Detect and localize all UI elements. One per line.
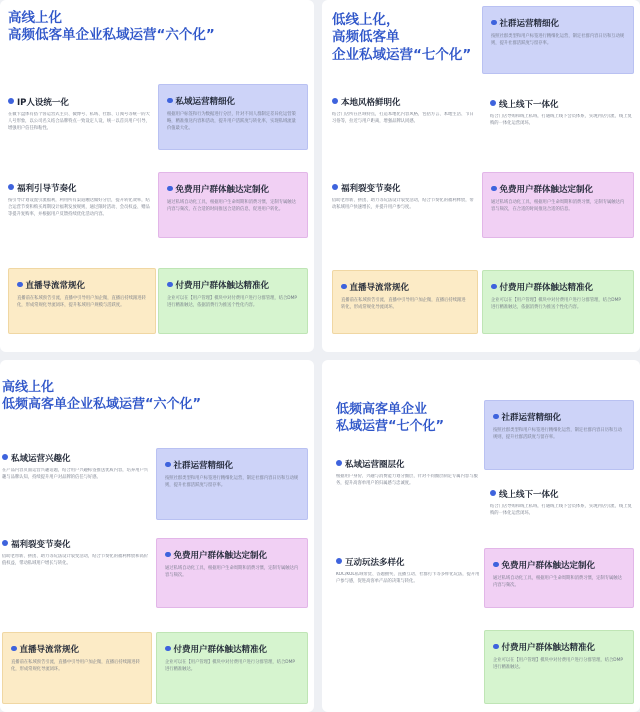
- section-heading: 互动玩法多样化: [336, 556, 405, 568]
- card-pink: [158, 172, 308, 238]
- bullet-dot-icon: [167, 186, 173, 192]
- card-body: 按照社群类型和用户标签进行精细化运营，制定社群内容日历和互动规则，提升社群活跃度与留存率。: [491, 34, 625, 46]
- card-heading: 社群运营精细化: [173, 461, 234, 471]
- panel-high-online-high-freq: [0, 0, 314, 352]
- card-body: 企业可以在【用户管理】模块中对付费用户进行分群管理，结合DMP进行精准触达。: [493, 658, 623, 670]
- card-heading: 付费用户群体触达精准化: [499, 283, 594, 293]
- panel-low-online-high-freq: [322, 0, 640, 352]
- section-body: 借助老带新、拼团、助力等玩法设计裂变活动，结合节奏化的福利释放和高价值权益，带动私域用户增长与转化。: [2, 554, 149, 566]
- card-blue: [156, 448, 308, 520]
- section-body: 结合门店导购和线上私域，打通线上线下会员体系，实现到店引流、线上复购的一体化运营闭环。: [490, 114, 632, 126]
- card-body: 通过私域自动化工具，根据用户生命周期和消费习惯，定制专属触达内容与频次，在合适的时间推送合适的信息，促进用户转化。: [167, 200, 296, 212]
- bullet-dot-icon: [493, 414, 499, 420]
- card-body: 企业可以在【用户管理】模块中对付费用户进行分群管理，结合DMP进行精准触达，依据消费行为推送个性化内容。: [167, 296, 297, 308]
- card-heading: 免费用户群体触达定制化: [175, 185, 270, 195]
- bullet-dot-icon: [332, 98, 338, 104]
- section-body: 按引导计划设置引流福利，利用所有渠道触达做好分层，提升转化效率，结合运营节奏和购买周期设计福利发放规则，通过限时活动、会员权益、赠品等提升复购率，并根据用户反馈持续优化活动内容。: [8, 198, 150, 217]
- bullet-dot-icon: [8, 184, 14, 190]
- panel-low-online-low-freq: [322, 360, 640, 712]
- panel-title: 高线上化 低频高客单企业私域运营“六个化”: [2, 380, 202, 412]
- panel-title: 高线上化 高频低客单企业私域运营“六个化”: [8, 10, 215, 44]
- bullet-dot-icon: [490, 490, 496, 496]
- section-body: KOC/KOL私域带货、答题抽奖、直播互动、社群打卡等多样化玩法，提升用户参与感，促进高客单产品的决策与转化。: [336, 572, 480, 584]
- card-heading: 免费用户群体触达定制化: [501, 561, 596, 571]
- section-heading: 私域运营兴趣化: [2, 452, 71, 464]
- card-body: 直播前在私域预告引流，直播中引导用户加企微，直播后持续跟进转化，形成常规化导流闭环。: [11, 660, 140, 672]
- card-heading: 直播导流常规化: [349, 283, 410, 293]
- bullet-dot-icon: [491, 284, 497, 290]
- card-body: 通过私域自动化工具，根据用户生命周期和消费习惯，定制专属触达内容与频次。: [493, 576, 622, 588]
- bullet-dot-icon: [341, 284, 347, 290]
- section-body: 在微卡盘体有搭个客运营式主页、微博号、私域、社群、订阅号等统一的大人号形象，以公司名义结合品牌特点一致设定人设，统一以首页用户引导，增强用户信任和粘性。: [8, 112, 150, 131]
- bullet-dot-icon: [493, 644, 499, 650]
- section-heading: 本地风格鲜明化: [332, 96, 401, 108]
- card-pink: [156, 538, 308, 608]
- card-body: 根据用户标签和行为数据进行分层，针对不同人群制定差异化运营策略，精准推送内容和活动，提升用户活跃度与转化率，实现私域流量价值最大化。: [167, 112, 296, 131]
- card-body: 按照社群类型和用户标签进行精细化运营，制定社群内容日历和互动规则，提升社群活跃度与留存率。: [493, 428, 622, 440]
- card-green: [158, 268, 308, 334]
- card-yellow: [8, 268, 156, 334]
- card-body: 直播前在私域预告引流，直播中引导用户加企微，直播后持续跟进转化，形成常规化导流闭环。: [341, 298, 466, 310]
- section-heading: 福利引导节奏化: [8, 182, 77, 194]
- card-body: 企业可以在【用户管理】模块中对付费用户进行分群管理，结合DMP进行精准触达。: [165, 660, 295, 672]
- panel-title: 低线上化， 高频低客单 企业私域运营“七个化”: [332, 12, 472, 63]
- bullet-dot-icon: [491, 186, 497, 192]
- bullet-dot-icon: [493, 562, 499, 568]
- bullet-dot-icon: [332, 184, 338, 190]
- section-heading: 福利裂变节奏化: [332, 182, 401, 194]
- section-body: 借助老带新、拼团、助力等玩法设计裂变活动，结合节奏化的福利释放，带动私域用户快速增长，并提升用户参与度。: [332, 198, 474, 210]
- bullet-dot-icon: [490, 100, 496, 106]
- section-body: 在产品内容页面运营兴趣话题，结合用户兴趣标签推送优质内容，培养用户兴趣与品牌认知，持续提升用户对品牌的信任与好感。: [2, 468, 149, 480]
- card-heading: 免费用户群体触达定制化: [173, 551, 268, 561]
- card-yellow: [332, 270, 478, 334]
- bullet-dot-icon: [165, 646, 171, 652]
- section-heading: IP人设统一化: [8, 96, 69, 108]
- card-pink: [484, 548, 634, 608]
- card-green: [482, 270, 634, 334]
- card-blue: [482, 6, 634, 74]
- card-heading: 直播导流常规化: [25, 281, 86, 291]
- card-body: 通过私域自动化工具，根据用户生命周期和消费习惯，定制专属触达内容与频次，在合适的时间推送合适的信息。: [491, 200, 625, 212]
- card-green: [156, 632, 308, 704]
- bullet-dot-icon: [165, 552, 171, 558]
- section-body: 结合门店导购和线上私域，打通线上线下会员体系，实现到店引流、线上复购的一体化运营闭环。: [490, 504, 632, 516]
- section-heading: 线上线下一体化: [490, 98, 559, 110]
- bullet-dot-icon: [336, 558, 342, 564]
- bullet-dot-icon: [336, 460, 342, 466]
- card-heading: 免费用户群体触达定制化: [499, 185, 594, 195]
- card-body: 企业可以在【用户管理】模块中对付费用户进行分群管理，结合DMP进行精准触达，依据消费行为推送个性化内容。: [491, 298, 621, 310]
- bullet-dot-icon: [8, 98, 14, 104]
- card-blue: [158, 84, 308, 150]
- card-blue: [484, 400, 634, 470]
- card-heading: 付费用户群体触达精准化: [501, 643, 596, 653]
- section-body: 结合门店所在区域特点，打造本地化内容风格，包括方言、本地生活、节日习俗等，拉近与用户距离，增强品牌认同感。: [332, 112, 474, 124]
- section-heading: 私域运营圈层化: [336, 458, 405, 470]
- bullet-dot-icon: [11, 646, 17, 652]
- card-heading: 直播导流常规化: [19, 645, 80, 655]
- bullet-dot-icon: [167, 98, 173, 104]
- section-heading: 线上线下一体化: [490, 488, 559, 500]
- bullet-dot-icon: [165, 462, 171, 468]
- card-pink: [482, 172, 634, 238]
- bullet-dot-icon: [491, 20, 497, 26]
- bullet-dot-icon: [2, 454, 8, 460]
- panel-title: 低频高客单企业 私域运营“七个化”: [336, 402, 445, 434]
- bullet-dot-icon: [17, 282, 23, 288]
- card-green: [484, 630, 634, 704]
- card-yellow: [2, 632, 152, 704]
- card-body: 按照社群类型和用户标签进行精细化运营，制定社群内容日历和互动规则，提升社群活跃度与留存率。: [165, 476, 299, 488]
- card-body: 直播前在私域预告引流，直播中引导用户加企微，直播后持续跟进转化，形成常规化导流闭环，提升私域用户规模与活跃度。: [17, 296, 146, 308]
- section-body: 根据用户身份、兴趣与消费能力划分圈层，针对不同圈层制定专属内容与服务，提升高客单用户的归属感与忠诚度。: [336, 474, 478, 486]
- card-heading: 社群运营精细化: [501, 413, 562, 423]
- card-heading: 社群运营精细化: [499, 19, 560, 29]
- bullet-dot-icon: [167, 282, 173, 288]
- card-body: 通过私域自动化工具，根据用户生命周期和消费习惯，定制专属触达内容与频次。: [165, 566, 299, 578]
- card-heading: 付费用户群体触达精准化: [175, 281, 270, 291]
- section-heading: 福利裂变节奏化: [2, 538, 71, 550]
- card-heading: 私域运营精细化: [175, 97, 236, 107]
- card-heading: 付费用户群体触达精准化: [173, 645, 268, 655]
- bullet-dot-icon: [2, 540, 8, 546]
- panel-high-online-low-freq: [0, 360, 314, 712]
